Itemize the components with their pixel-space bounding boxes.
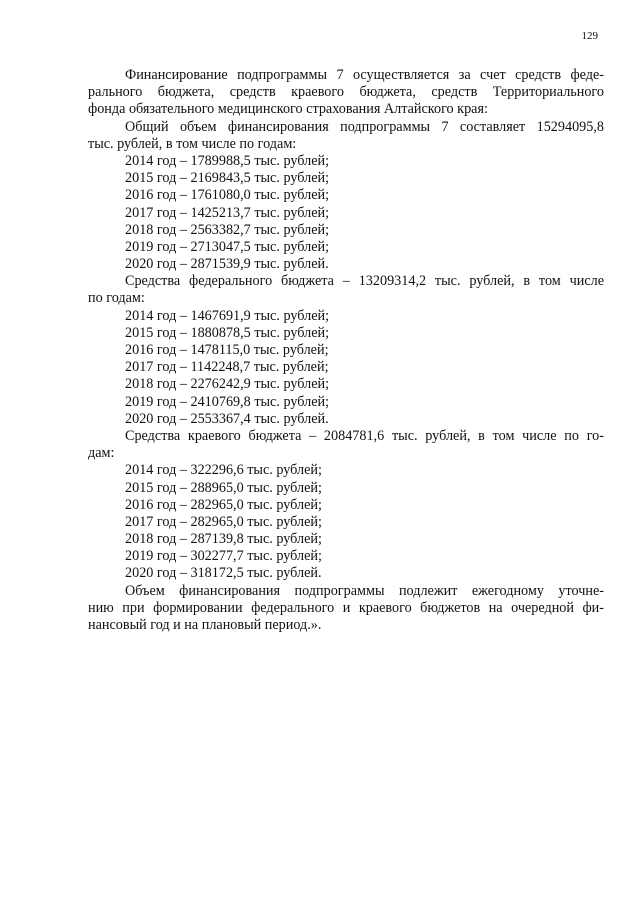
year-amount-item: 2016 год – 1761080,0 тыс. рублей;: [125, 187, 330, 204]
year-amount-item: 2015 год – 1880878,5 тыс. рублей;: [125, 324, 330, 341]
year-amount-item: 2016 год – 282965,0 тыс. рублей;: [125, 496, 322, 513]
year-amount-item: 2020 год – 318172,5 тыс. рублей.: [125, 565, 322, 582]
year-amount-item: 2014 год – 322296,6 тыс. рублей;: [125, 462, 322, 479]
year-amount-item: 2015 год – 2169843,5 тыс. рублей;: [125, 170, 330, 187]
year-amount-item: 2020 год – 2871539,9 тыс. рублей.: [125, 256, 329, 273]
paragraph-line: нию при формировании федерального и краевого бюджетов на очередной фи-: [88, 599, 604, 616]
paragraph-line: Объем финансирования подпрограммы подлежит ежегодному уточне-: [125, 582, 604, 599]
financing-sources-paragraph: [88, 67, 604, 119]
year-amount-item: 2014 год – 1789988,5 тыс. рублей;: [125, 152, 330, 169]
year-amount-item: 2019 год – 2713047,5 тыс. рублей;: [125, 238, 330, 255]
year-amount-item: 2018 год – 2563382,7 тыс. рублей;: [125, 221, 330, 238]
year-amount-item: 2018 год – 2276242,9 тыс. рублей;: [125, 376, 330, 393]
year-amount-item: 2020 год – 2553367,4 тыс. рублей.: [125, 410, 329, 427]
paragraph-line: по годам:: [88, 290, 145, 307]
paragraph-line: Общий объем финансирования подпрограммы 7 составляет 15294095,8: [125, 118, 604, 135]
regional-budget-section: [88, 428, 604, 583]
year-amount-item: 2017 год – 1142248,7 тыс. рублей;: [125, 359, 329, 376]
paragraph-line: Средства федерального бюджета – 13209314,2 тыс. рублей, в том числе: [125, 273, 604, 290]
paragraph-line: фонда обязательного медицинского страхования Алтайского края:: [88, 101, 488, 118]
paragraph-line: нансовый год и на плановый период.».: [88, 617, 322, 633]
year-amount-item: 2014 год – 1467691,9 тыс. рублей;: [125, 307, 330, 324]
closing-paragraph: [88, 583, 604, 635]
year-amount-item: 2019 год – 2410769,8 тыс. рублей;: [125, 393, 330, 410]
year-amount-item: 2017 год – 282965,0 тыс. рублей;: [125, 513, 322, 530]
year-amount-item: 2016 год – 1478115,0 тыс. рублей;: [125, 342, 329, 358]
total-financing-section: [88, 119, 604, 274]
paragraph-line: Финансирование подпрограммы 7 осуществляется за счет средств феде-: [125, 67, 604, 83]
year-amount-item: 2017 год – 1425213,7 тыс. рублей;: [125, 204, 330, 221]
paragraph-line: Средства краевого бюджета – 2084781,6 тыс. рублей, в том числе по го-: [125, 427, 604, 444]
year-amount-item: 2015 год – 288965,0 тыс. рублей;: [125, 479, 322, 496]
paragraph-line: дам:: [88, 445, 115, 462]
paragraph-line: тыс. рублей, в том числе по годам:: [88, 135, 297, 152]
year-amount-item: 2018 год – 287139,8 тыс. рублей;: [125, 531, 322, 548]
federal-budget-section: [88, 273, 604, 428]
paragraph-line: рального бюджета, средств краевого бюджета, средств Территориального: [88, 84, 604, 101]
document-body: [88, 67, 604, 634]
page-number: 129: [581, 30, 598, 42]
year-amount-item: 2019 год – 302277,7 тыс. рублей;: [125, 548, 322, 565]
